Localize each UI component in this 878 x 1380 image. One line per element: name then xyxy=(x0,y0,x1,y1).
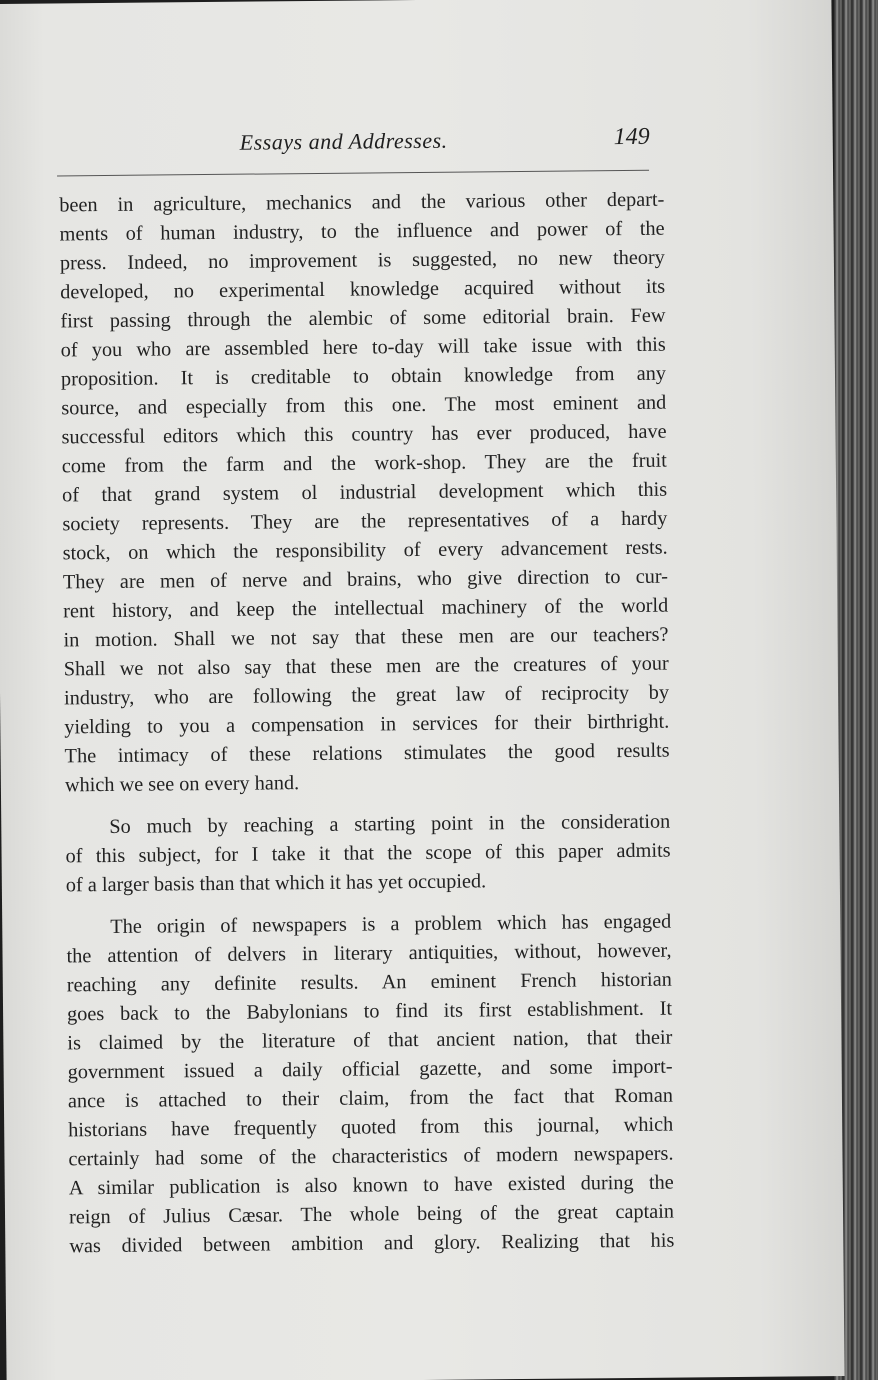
text-line: So much by reaching a starting point in the consideration xyxy=(109,810,671,838)
text-line: first passing through the alembic of some editorial brain. Few xyxy=(60,304,666,333)
text-line: come from the farm and the work-shop. They are the fruit xyxy=(61,449,667,478)
body-text xyxy=(59,186,674,1262)
text-line: been in agriculture, mechanics and the various other depart- xyxy=(59,188,665,217)
text-line: certainly had some of the characteristics of modern newspapers. xyxy=(68,1142,674,1171)
text-line: source, and especially from this one. The most eminent and xyxy=(61,391,667,420)
text-line: The intimacy of these relations stimulates the good results xyxy=(64,739,670,768)
text-line: ance is attached to their claim, from the fact that Roman xyxy=(67,1084,674,1113)
text-line: successful editors which this country has ever produced, have xyxy=(61,420,667,449)
running-title: Essays and Addresses. xyxy=(239,127,448,155)
text-line: of a larger basis than that which it has yet occupied. xyxy=(65,870,487,897)
page-header xyxy=(239,123,650,164)
text-line: They are men of nerve and brains, who give direction to cur- xyxy=(62,565,669,594)
page-number: 149 xyxy=(613,123,650,151)
text-line: developed, no experimental knowledge acquired without its xyxy=(60,275,666,304)
text-line: ments of human industry, to the influence and power of the xyxy=(59,217,665,246)
text-line: Shall we not also say that these men are the creatures of your xyxy=(63,652,669,681)
paragraph-1 xyxy=(59,186,670,801)
text-line: the attention of delvers in literary antiquities, without, however, xyxy=(66,939,672,968)
text-line: was divided between ambition and glory. Realizing that his xyxy=(69,1229,675,1258)
text-line: reaching any definite results. An eminent French historian xyxy=(66,968,672,997)
text-line: The origin of newspapers is a problem which has engaged xyxy=(110,910,672,938)
text-line: proposition. It is creditable to obtain knowledge from any xyxy=(60,362,667,391)
text-line: rent history, and keep the intellectual machinery of the world xyxy=(63,594,669,623)
text-line: in motion. Shall we not say that these men are our teachers? xyxy=(63,623,669,652)
text-line: reign of Julius Cæsar. The whole being of the great captain xyxy=(68,1200,675,1229)
text-line: of you who are assembled here to-day will take issue with this xyxy=(60,333,666,362)
text-line: A similar publication is also known to have existed during the xyxy=(68,1171,674,1200)
paragraph-3 xyxy=(66,908,674,1262)
text-line: stock, on which the responsibility of every advancement rests. xyxy=(62,536,668,565)
text-line: government issued a daily official gazette, and some import- xyxy=(67,1055,673,1084)
text-line: is claimed by the literature of that ancient nation, that their xyxy=(67,1026,673,1055)
text-line: industry, who are following the great law of reciprocity by xyxy=(63,681,670,710)
text-line: which we see on every hand. xyxy=(64,772,300,797)
text-line: goes back to the Babylonians to find its first establishment. It xyxy=(66,997,673,1026)
text-line: press. Indeed, no improvement is suggested, no new theory xyxy=(59,246,665,275)
paragraph-2 xyxy=(65,808,671,901)
text-line: yielding to you a compensation in services for their birthright. xyxy=(64,710,670,739)
text-line: of that grand system ol industrial development which this xyxy=(62,478,668,507)
header-rule xyxy=(57,170,649,177)
text-line: historians have frequently quoted from this journal, which xyxy=(68,1113,674,1142)
text-line: of this subject, for I take it that the scope of this paper admits xyxy=(65,839,671,868)
text-line: society represents. They are the representatives of a hardy xyxy=(62,507,668,536)
